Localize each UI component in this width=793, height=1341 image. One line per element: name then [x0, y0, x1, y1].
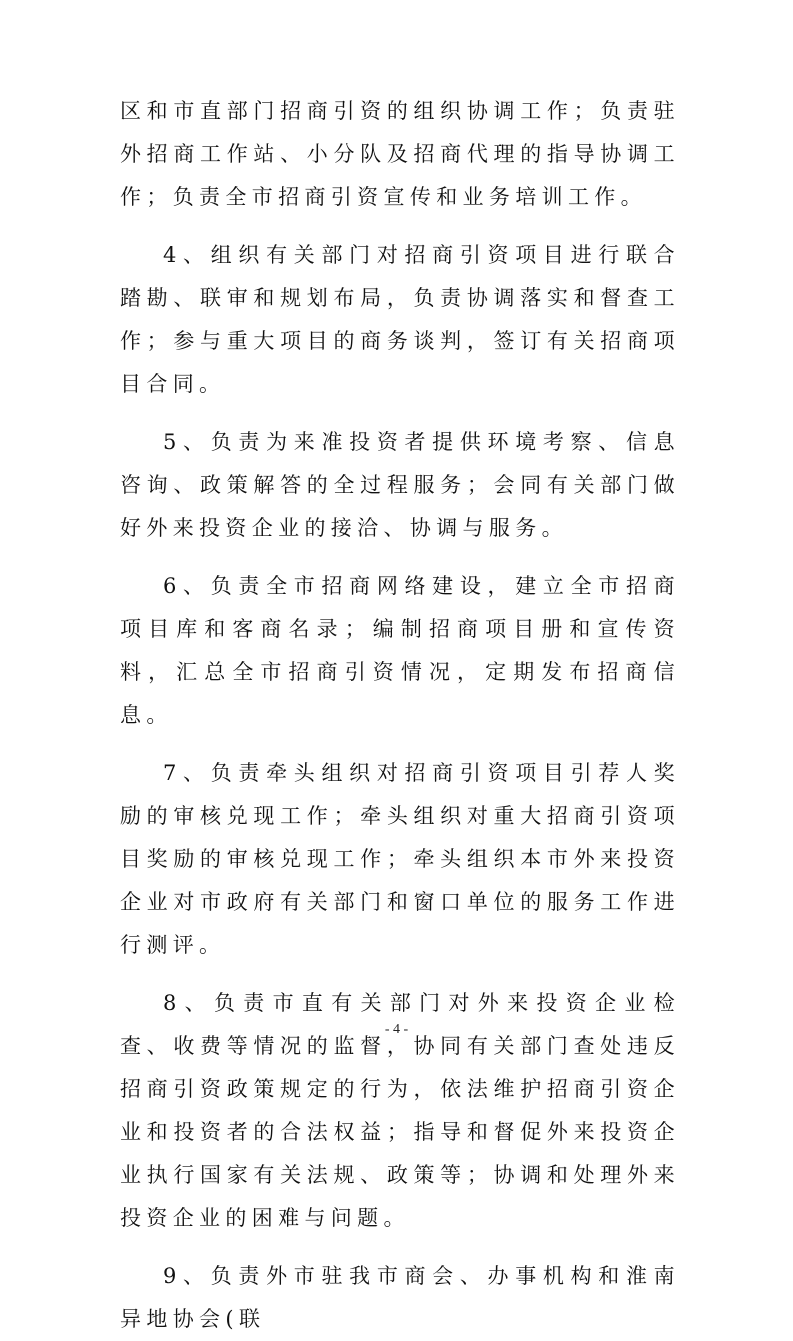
paragraph-item-8: 8、负责市直有关部门对外来投资企业检查、收费等情况的监督，协同有关部门查处违反招商引资政策规定的行为，依法维护招商引资企业和投资者的合法权益；指导和督促外来投资企业执行国家有关法规、政策等；协调和处理外来投资企业的困难与问题。 — [120, 991, 680, 1230]
paragraph-continuation: 区和市直部门招商引资的组织协调工作；负责驻外招商工作站、小分队及招商代理的指导协调工作；负责全市招商引资宣传和业务培训工作。 — [120, 99, 680, 209]
paragraph-item-5: 5、负责为来准投资者提供环境考察、信息咨询、政策解答的全过程服务；会同有关部门做好外来投资企业的接洽、协调与服务。 — [120, 430, 680, 540]
paragraph-item-4: 4、组织有关部门对招商引资项目进行联合踏勘、联审和规划布局，负责协调落实和督查工作；参与重大项目的商务谈判，签订有关招商项目合同。 — [120, 243, 680, 396]
paragraph-item-9: 9、负责外市驻我市商会、办事机构和淮南异地协会(联 — [120, 1264, 680, 1331]
page-number: - 4 - — [384, 1022, 409, 1037]
paragraph-item-7: 7、负责牵头组织对招商引资项目引荐人奖励的审核兑现工作；牵头组织对重大招商引资项目奖励的审核兑现工作；牵头组织本市外来投资企业对市政府有关部门和窗口单位的服务工作进行测评。 — [120, 761, 680, 957]
body-text — [120, 90, 680, 1341]
paragraph-item-6: 6、负责全市招商网络建设，建立全市招商项目库和客商名录；编制招商项目册和宣传资料，汇总全市招商引资情况，定期发布招商信息。 — [120, 574, 680, 727]
